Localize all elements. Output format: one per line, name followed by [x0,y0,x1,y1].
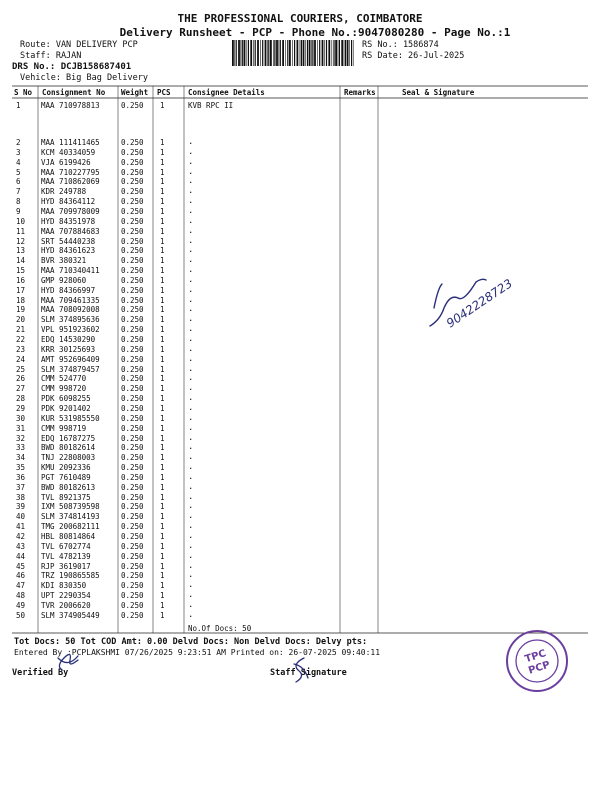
runsheet-subtitle: Delivery Runsheet - PCP - Phone No.:9047080280 - Page No.:1 [119,26,511,39]
row-consignee-details: . [188,432,194,443]
row-serial-number: 37 [16,482,26,492]
row-serial-number: 1 [16,101,21,110]
row-consignment-number: CMM 998719 [41,423,87,433]
row-weight: 0.250 [121,522,144,532]
row-serial-number: 36 [16,472,26,482]
row-consignment-number: MAA 707884683 [41,226,100,236]
row-weight: 0.250 [121,463,144,473]
row-consignee-details: . [188,383,194,394]
row-serial-number: 30 [16,413,26,423]
row-serial-number: 8 [16,197,21,207]
row-pieces: 1 [160,532,165,541]
row-consignee-details: . [188,599,194,610]
row-weight: 0.250 [121,138,144,147]
row-weight: 0.250 [121,413,144,423]
row-pieces: 1 [160,591,165,601]
row-weight: 0.250 [121,101,144,110]
row-weight: 0.250 [121,354,144,364]
company-stamp [504,628,570,694]
row-consignment-number: SLM 374905449 [41,610,100,620]
row-consignee-details: . [188,531,194,541]
row-weight: 0.250 [121,512,144,522]
row-consignment-number: CMM 998720 [41,384,87,394]
rs-date: RS Date: 26-Jul-2025 [362,51,465,61]
row-consignment-number: SRT 54440238 [41,236,96,246]
row-serial-number: 27 [16,384,26,394]
row-serial-number: 2 [16,138,21,147]
svg-text:PCP: PCP [527,659,552,677]
row-serial-number: 42 [16,532,26,541]
rs-number: RS No.: 1586874 [362,40,439,50]
row-weight: 0.250 [121,600,144,610]
row-weight: 0.250 [121,216,144,226]
row-consignment-number: TVR 2006620 [41,600,91,610]
row-consignment-number: KCM 40334059 [41,147,96,157]
row-pieces: 1 [160,374,165,384]
row-pieces: 1 [160,206,165,216]
row-pieces: 1 [160,463,165,473]
row-weight: 0.250 [121,206,144,216]
row-consignee-details: . [188,412,194,423]
row-consignment-number: MAA 709978009 [41,206,100,216]
row-serial-number: 35 [16,463,26,473]
row-serial-number: 4 [16,157,21,167]
row-consignee-details: . [188,481,194,492]
row-serial-number: 28 [16,394,26,404]
row-consignment-number: VPL 951923602 [41,325,100,335]
row-serial-number: 45 [16,561,26,571]
row-consignee-details: . [188,452,194,463]
row-serial-number: 17 [16,285,26,295]
row-consignment-number: HYD 84361623 [41,246,96,256]
row-pieces: 1 [160,157,165,167]
row-consignee-details: . [188,186,194,197]
row-serial-number: 13 [16,246,26,256]
row-weight: 0.250 [121,315,144,325]
row-consignment-number: MAA 111411465 [41,138,100,147]
row-weight: 0.250 [121,157,144,167]
row-serial-number: 47 [16,581,26,591]
row-serial-number: 12 [16,236,26,246]
row-serial-number: 5 [16,167,21,177]
row-consignment-number: HYD 84351978 [41,216,96,226]
row-consignee-details: . [188,166,194,177]
row-consignment-number: SLM 374879457 [41,364,100,374]
row-serial-number: 46 [16,571,26,581]
row-consignee-details: . [188,274,194,285]
row-pieces: 1 [160,335,165,344]
row-consignee-details: . [188,540,194,551]
row-pieces: 1 [160,315,165,325]
row-consignment-number: MAA 710862069 [41,177,100,187]
row-weight: 0.250 [121,453,144,463]
handwritten-phone: 9042228723 [443,276,515,331]
vehicle-label: Vehicle: Big Bag Delivery [20,73,148,83]
row-consignee-details: . [188,550,194,561]
row-consignment-number: TVL 6702774 [41,541,91,551]
row-consignment-number: BVR 380321 [41,256,87,266]
row-consignee-details: . [188,363,194,374]
row-consignment-number: BWD 80182613 [41,482,96,492]
row-weight: 0.250 [121,482,144,492]
row-pieces: 1 [160,413,165,423]
row-pieces: 1 [160,177,165,187]
row-pieces: 1 [160,354,165,364]
row-pieces: 1 [160,581,165,591]
row-pieces: 1 [160,502,165,512]
row-weight: 0.250 [121,423,144,433]
row-consignee-details: . [188,334,194,344]
row-consignee-details: . [188,590,194,601]
row-pieces: 1 [160,482,165,492]
row-weight: 0.250 [121,177,144,187]
col-header-pcs: PCS [157,88,171,97]
row-pieces: 1 [160,197,165,207]
row-weight: 0.250 [121,226,144,236]
row-pieces: 1 [160,541,165,551]
row-serial-number: 3 [16,147,21,157]
row-consignee-details: . [188,343,194,354]
row-weight: 0.250 [121,551,144,561]
row-pieces: 1 [160,246,165,256]
row-consignment-number: MAA 710227795 [41,167,100,177]
verified-by-label: Verified By [12,668,69,678]
row-serial-number: 11 [16,226,26,236]
row-consignee-details: . [188,442,194,453]
row-consignment-number: TMG 200682111 [41,522,100,532]
col-header-seal-signature: Seal & Signature [402,88,475,97]
row-consignee-details: . [188,255,194,266]
no-of-docs: No.Of Docs: 50 [188,624,252,633]
row-weight: 0.250 [121,591,144,601]
row-consignee-details: . [188,393,194,404]
row-pieces: 1 [160,266,165,276]
row-serial-number: 21 [16,325,26,335]
row-consignee-details: KVB RPC II [188,101,234,110]
row-pieces: 1 [160,512,165,522]
row-weight: 0.250 [121,344,144,354]
row-consignment-number: TVL 4782139 [41,551,91,561]
route-label: Route: VAN DELIVERY PCP [20,40,138,50]
row-consignee-details: . [188,156,194,167]
row-pieces: 1 [160,443,165,453]
row-consignee-details: . [188,501,194,512]
row-weight: 0.250 [121,167,144,177]
row-consignee-details: . [188,235,194,246]
row-pieces: 1 [160,453,165,463]
handwritten-signature [420,262,530,342]
row-consignee-details: . [188,225,194,236]
row-pieces: 1 [160,167,165,177]
row-consignee-details: . [188,609,194,620]
row-consignee-details: . [188,314,194,325]
entered-by-line: Entered By :PCPLAKSHMI 07/26/2025 9:23:51 AM Printed on: 26-07-2025 09:40:11 [14,648,381,657]
row-pieces: 1 [160,384,165,394]
row-pieces: 1 [160,561,165,571]
row-pieces: 1 [160,256,165,266]
row-weight: 0.250 [121,256,144,266]
row-consignment-number: KDR 249788 [41,187,87,197]
row-consignment-number: UPT 2290354 [41,591,91,601]
row-weight: 0.250 [121,187,144,197]
row-serial-number: 49 [16,600,26,610]
row-serial-number: 44 [16,551,26,561]
row-pieces: 1 [160,236,165,246]
row-serial-number: 40 [16,512,26,522]
row-consignment-number: HYD 84366997 [41,285,96,295]
row-pieces: 1 [160,325,165,335]
drs-number: DRS No.: DCJB158687401 [12,62,132,72]
staff-label: Staff: RAJAN [20,51,82,61]
row-weight: 0.250 [121,246,144,256]
row-weight: 0.250 [121,443,144,453]
row-pieces: 1 [160,600,165,610]
row-serial-number: 33 [16,443,26,453]
row-consignment-number: IXM 508739598 [41,502,100,512]
row-consignee-details: . [188,304,194,315]
row-consignment-number: KDI 830350 [41,581,87,591]
row-consignment-number: RJP 3619017 [41,561,91,571]
row-serial-number: 39 [16,502,26,512]
row-serial-number: 18 [16,295,26,305]
row-consignment-number: PDK 6098255 [41,394,91,404]
row-weight: 0.250 [121,374,144,384]
row-pieces: 1 [160,275,165,285]
row-weight: 0.250 [121,492,144,502]
row-consignment-number: SLM 374895636 [41,315,100,325]
row-weight: 0.250 [121,532,144,541]
row-consignment-number: VJA 6199426 [41,157,91,167]
row-weight: 0.250 [121,295,144,305]
row-pieces: 1 [160,571,165,581]
row-serial-number: 38 [16,492,26,502]
row-consignment-number: KUR 531985550 [41,413,100,423]
row-consignee-details: . [188,491,194,502]
row-serial-number: 50 [16,610,26,620]
row-weight: 0.250 [121,364,144,374]
row-consignment-number: KMU 2092336 [41,463,91,473]
row-consignee-details: . [188,245,194,256]
row-pieces: 1 [160,285,165,295]
row-serial-number: 9 [16,206,21,216]
row-consignment-number: PGT 7610489 [41,472,91,482]
row-pieces: 1 [160,610,165,620]
row-pieces: 1 [160,364,165,374]
row-consignee-details: . [188,146,194,157]
row-weight: 0.250 [121,403,144,413]
row-weight: 0.250 [121,502,144,512]
row-serial-number: 10 [16,216,26,226]
row-consignee-details: . [188,353,194,364]
col-header-remarks: Remarks [344,88,376,97]
row-weight: 0.250 [121,581,144,591]
row-consignment-number: PDK 9201402 [41,403,91,413]
row-consignment-number: BWD 80182614 [41,443,96,453]
row-serial-number: 16 [16,275,26,285]
row-consignment-number: CMM 524770 [41,374,87,384]
row-serial-number: 20 [16,315,26,325]
row-consignee-details: . [188,471,194,482]
row-serial-number: 24 [16,354,26,364]
svg-text:TPC: TPC [523,648,548,666]
row-consignee-details: . [188,176,194,187]
row-consignee-details: . [188,265,194,276]
row-consignee-details: . [188,560,194,571]
row-pieces: 1 [160,295,165,305]
row-consignment-number: MAA 710978813 [41,101,100,110]
row-pieces: 1 [160,344,165,354]
row-weight: 0.250 [121,394,144,404]
row-consignee-details: . [188,294,194,305]
row-serial-number: 31 [16,423,26,433]
row-pieces: 1 [160,101,165,110]
row-weight: 0.250 [121,325,144,335]
row-weight: 0.250 [121,275,144,285]
staff-signature-label: Staff Signature [270,668,347,678]
row-consignee-details: . [188,580,194,591]
row-serial-number: 26 [16,374,26,384]
row-pieces: 1 [160,226,165,236]
col-header-sno: S No [14,88,33,97]
row-weight: 0.250 [121,561,144,571]
row-consignee-details: . [188,215,194,226]
row-serial-number: 34 [16,453,26,463]
row-consignee-details: . [188,462,194,473]
entered-by-signature-mark [48,640,88,676]
totals-line: Tot Docs: 50 Tot COD Amt: 0.00 Delvd Docs: Non Delvd Docs: Delvy pts: [14,637,368,647]
row-weight: 0.250 [121,541,144,551]
row-consignment-number: EDQ 16787275 [41,433,96,443]
staff-signature-mark [288,654,314,684]
row-consignee-details: . [188,511,194,522]
row-consignee-details: . [188,422,194,433]
row-pieces: 1 [160,492,165,502]
col-header-consignment: Consignment No [42,88,106,97]
row-weight: 0.250 [121,472,144,482]
row-pieces: 1 [160,305,165,315]
row-consignment-number: TNJ 22808003 [41,453,96,463]
row-weight: 0.250 [121,305,144,315]
row-consignee-details: . [188,137,194,147]
row-weight: 0.250 [121,285,144,295]
row-consignment-number: TVL 8921375 [41,492,91,502]
row-serial-number: 29 [16,403,26,413]
row-weight: 0.250 [121,384,144,394]
row-pieces: 1 [160,394,165,404]
row-weight: 0.250 [121,266,144,276]
row-serial-number: 7 [16,187,21,197]
row-serial-number: 22 [16,335,26,344]
row-pieces: 1 [160,423,165,433]
row-consignment-number: HYD 84364112 [41,197,96,207]
col-header-weight: Weight [121,88,149,97]
row-serial-number: 23 [16,344,26,354]
row-weight: 0.250 [121,147,144,157]
row-consignment-number: SLM 374814193 [41,512,100,522]
row-serial-number: 41 [16,522,26,532]
row-consignment-number: MAA 710340411 [41,266,100,276]
row-consignment-number: MAA 709461335 [41,295,100,305]
row-pieces: 1 [160,138,165,147]
row-weight: 0.250 [121,571,144,581]
row-pieces: 1 [160,522,165,532]
row-pieces: 1 [160,433,165,443]
row-consignee-details: . [188,196,194,207]
row-serial-number: 6 [16,177,21,187]
row-serial-number: 32 [16,433,26,443]
row-serial-number: 19 [16,305,26,315]
row-consignee-details: . [188,205,194,216]
row-consignment-number: EDQ 14530290 [41,335,96,344]
row-pieces: 1 [160,472,165,482]
row-consignment-number: HBL 80814864 [41,532,96,541]
row-consignee-details: . [188,284,194,295]
row-pieces: 1 [160,216,165,226]
row-consignee-details: . [188,324,194,335]
company-title: THE PROFESSIONAL COURIERS, COIMBATORE [177,12,423,25]
row-consignment-number: KRR 30125693 [41,344,96,354]
row-consignee-details: . [188,570,194,581]
row-serial-number: 15 [16,266,26,276]
row-serial-number: 43 [16,541,26,551]
row-consignee-details: . [188,402,194,413]
row-serial-number: 25 [16,364,26,374]
row-pieces: 1 [160,147,165,157]
col-header-consignee: Consignee Details [188,88,265,97]
row-serial-number: 14 [16,256,26,266]
row-serial-number: 48 [16,591,26,601]
row-consignment-number: MAA 708092008 [41,305,100,315]
row-weight: 0.250 [121,433,144,443]
row-pieces: 1 [160,403,165,413]
row-consignee-details: . [188,521,194,532]
row-weight: 0.250 [121,610,144,620]
row-weight: 0.250 [121,335,144,344]
row-weight: 0.250 [121,197,144,207]
row-pieces: 1 [160,187,165,197]
row-weight: 0.250 [121,236,144,246]
row-consignment-number: TRZ 190865585 [41,571,100,581]
row-pieces: 1 [160,551,165,561]
row-consignee-details: . [188,373,194,384]
row-consignment-number: GMP 928060 [41,275,87,285]
row-consignment-number: AMT 952696409 [41,354,100,364]
